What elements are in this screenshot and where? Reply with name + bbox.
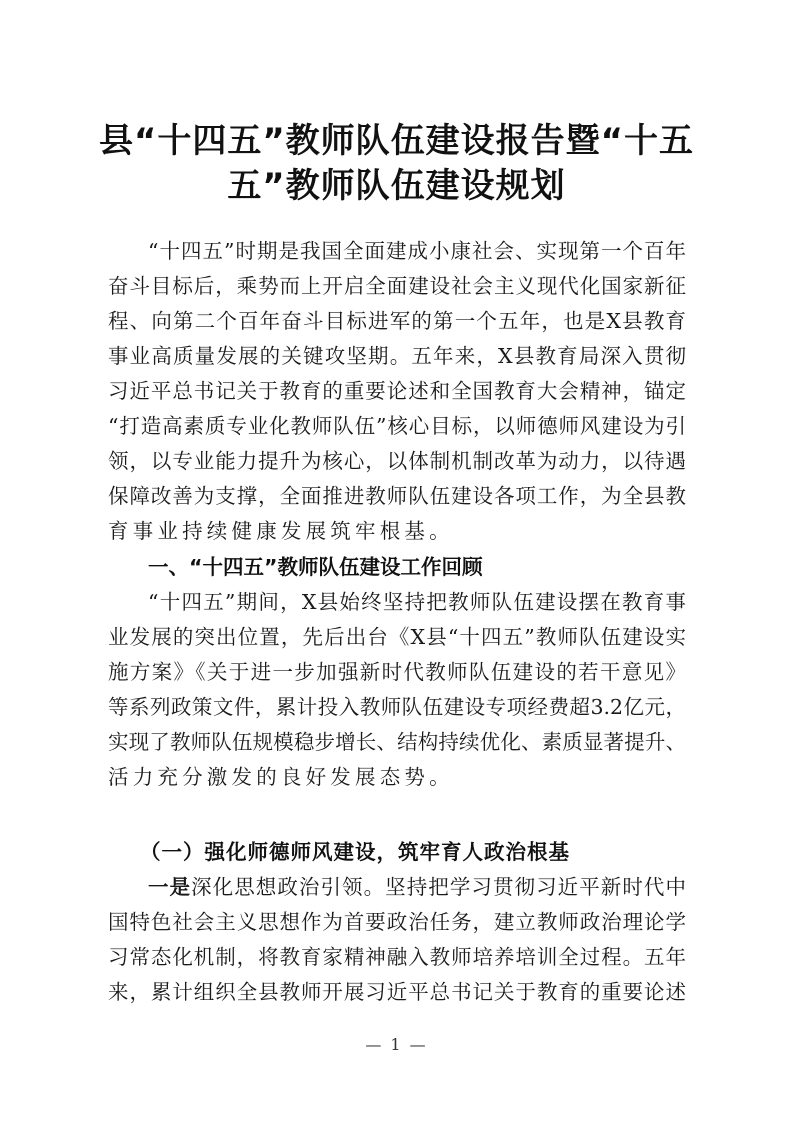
intro-paragraph-line: 习近平总书记关于教育的重要论述和全国教育大会精神，锚定: [108, 379, 686, 403]
subsection-paragraph-line: 来，累计组织全县教师开展习近平总书记关于教育的重要论述: [108, 980, 686, 1004]
first-line-text: 深化思想政治引领。坚持把学习贯彻习近平新时代中: [191, 875, 686, 899]
subsection-paragraph-first-line: [148, 871, 686, 903]
section-paragraph-line: 实现了教师队伍规模稳步增长、结构持续优化、素质显著提升、: [108, 730, 686, 754]
intro-paragraph-line: 事业高质量发展的关键攻坚期。五年来，X县教育局深入贯彻: [108, 344, 686, 368]
section-paragraph-line: 活力充分激发的良好发展态势。: [108, 765, 454, 789]
section-paragraph-line: “十四五”期间，X县始终坚持把教师队伍建设摆在教育事: [148, 590, 686, 614]
document-title-line-2: 五”教师队伍建设规划: [227, 166, 566, 206]
intro-paragraph-line: 领，以专业能力提升为核心，以体制机制改革为动力，以待遇: [108, 449, 686, 473]
intro-paragraph-line: 保障改善为支撑，全面推进教师队伍建设各项工作，为全县教: [108, 484, 686, 508]
page-number: — 1 —: [365, 1035, 428, 1054]
lead-bold-label: 一是: [148, 875, 192, 899]
document-title-line-1: 县“十四五”教师队伍建设报告暨“十五: [98, 121, 695, 161]
subsection-heading: （一）强化师德师风建设，筑牢育人政治根基: [140, 840, 570, 864]
intro-paragraph-line: “打造高素质专业化教师队伍”核心目标，以师德师风建设为引: [108, 414, 686, 438]
section-paragraph-line: 施方案》《关于进一步加强新时代教师队伍建设的若干意见》: [108, 660, 686, 684]
section-paragraph-line: 业发展的突出位置，先后出台《X县“十四五”教师队伍建设实: [108, 625, 686, 649]
intro-paragraph-line: “十四五”时期是我国全面建成小康社会、实现第一个百年: [148, 239, 686, 263]
subsection-paragraph-line: 国特色社会主义思想作为首要政治任务，建立教师政治理论学: [108, 910, 686, 934]
section-heading: 一、“十四五”教师队伍建设工作回顾: [148, 555, 483, 579]
intro-paragraph-line: 程、向第二个百年奋斗目标进军的第一个五年，也是X县教育: [108, 309, 686, 333]
section-paragraph-line: 等系列政策文件，累计投入教师队伍建设专项经费超3.2亿元，: [108, 695, 686, 719]
subsection-paragraph-line: 习常态化机制，将教育家精神融入教师培养培训全过程。五年: [108, 945, 686, 969]
intro-paragraph-line: 奋斗目标后，乘势而上开启全面建设社会主义现代化国家新征: [108, 274, 686, 298]
intro-paragraph-line: 育事业持续健康发展筑牢根基。: [108, 519, 454, 543]
